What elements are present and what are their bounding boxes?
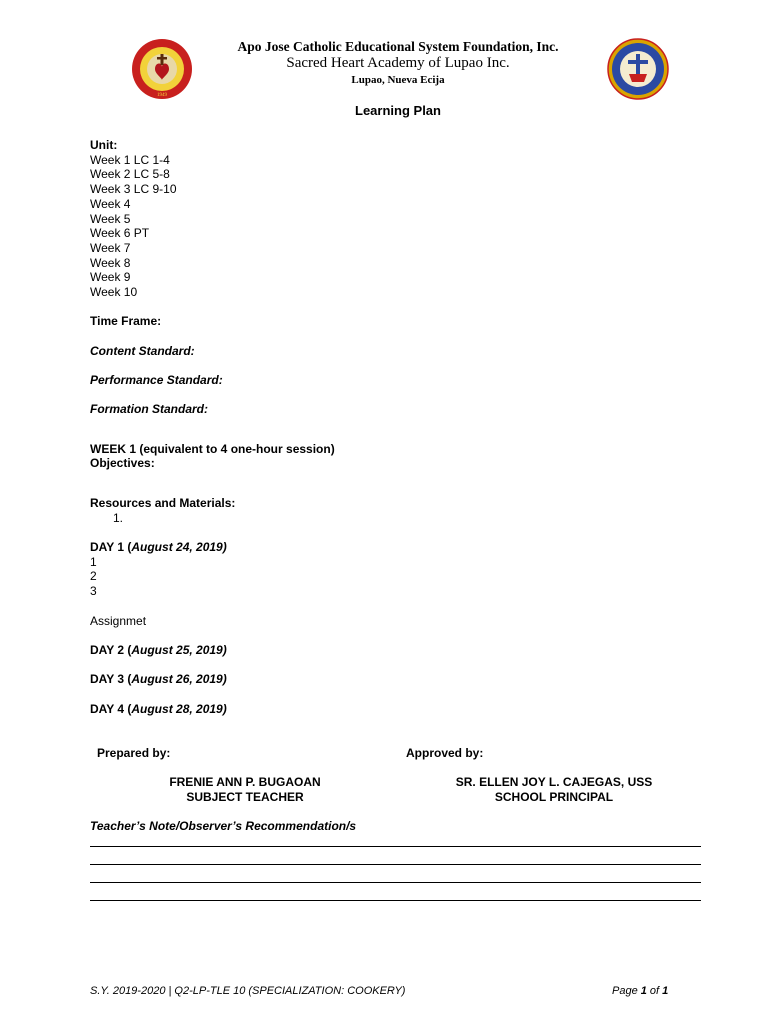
day-date: August 24, 2019) xyxy=(131,540,227,554)
week-item: Week 5 xyxy=(90,212,131,226)
page-total: 1 xyxy=(662,985,669,997)
week-item: Week 3 LC 9-10 xyxy=(90,182,177,196)
day1-item: 1 xyxy=(90,555,97,569)
notes-line xyxy=(90,864,701,865)
day2-heading xyxy=(90,643,227,658)
day1-heading xyxy=(90,540,227,555)
formation-standard-label: Formation Standard: xyxy=(90,402,209,416)
approved-by-label: Approved by: xyxy=(406,746,484,760)
page-title: Learning Plan xyxy=(355,103,441,118)
time-frame-label: Time Frame: xyxy=(90,314,162,328)
page-prefix: Page xyxy=(612,985,641,997)
week-item: Week 10 xyxy=(90,285,138,299)
day4-heading xyxy=(90,702,227,717)
school-name: Sacred Heart Academy of Lupao Inc. xyxy=(286,55,510,71)
day-date: August 28, 2019) xyxy=(131,702,227,716)
day-date: August 25, 2019) xyxy=(131,643,227,657)
objectives-label: Objectives: xyxy=(90,456,155,470)
day1-item: 2 xyxy=(90,569,97,583)
day-date: August 26, 2019) xyxy=(131,672,227,686)
footer-page-number xyxy=(612,985,668,997)
page-mid: of xyxy=(646,985,663,997)
day-prefix: DAY 4 ( xyxy=(90,702,132,716)
unit-label: Unit: xyxy=(90,138,118,152)
organization-name: Apo Jose Catholic Educational System Foundation, Inc. xyxy=(237,39,559,54)
notes-line xyxy=(90,846,701,847)
footer-document-code: S.Y. 2019-2020 | Q2-LP-TLE 10 (SPECIALIZATION: COOKERY) xyxy=(90,985,406,997)
week-item: Week 2 LC 5-8 xyxy=(90,167,170,181)
school-location: Lupao, Nueva Ecija xyxy=(351,74,445,86)
day-prefix: DAY 2 ( xyxy=(90,643,132,657)
performance-standard-label: Performance Standard: xyxy=(90,373,223,387)
week-item: Week 8 xyxy=(90,256,131,270)
notes-line xyxy=(90,900,701,901)
content-standard-label: Content Standard: xyxy=(90,344,195,358)
resources-item: 1. xyxy=(113,511,124,525)
approver-name: SR. ELLEN JOY L. CAJEGAS, USS xyxy=(455,775,653,789)
week-item: Week 6 PT xyxy=(90,226,150,240)
notes-line xyxy=(90,882,701,883)
approver-role: SCHOOL PRINCIPAL xyxy=(494,790,614,804)
preparer-name: FRENIE ANN P. BUGAOAN xyxy=(169,775,321,789)
resources-label: Resources and Materials: xyxy=(90,496,236,510)
svg-text:1949: 1949 xyxy=(157,93,167,98)
week-item: Week 4 xyxy=(90,197,131,211)
week-item: Week 9 xyxy=(90,270,131,284)
week-item: Week 1 LC 1-4 xyxy=(90,153,170,167)
page-current: 1 xyxy=(640,985,647,997)
prepared-by-label: Prepared by: xyxy=(97,746,171,760)
day3-heading xyxy=(90,672,227,687)
assignment-label: Assignmet xyxy=(90,614,147,628)
day1-item: 3 xyxy=(90,584,97,598)
preparer-role: SUBJECT TEACHER xyxy=(186,790,304,804)
day-prefix: DAY 1 ( xyxy=(90,540,132,554)
week-item: Week 7 xyxy=(90,241,131,255)
notes-label: Teacher’s Note/Observer’s Recommendation/s xyxy=(90,819,357,833)
day-prefix: DAY 3 ( xyxy=(90,672,132,686)
week1-heading: WEEK 1 (equivalent to 4 one-hour session) xyxy=(90,442,335,456)
